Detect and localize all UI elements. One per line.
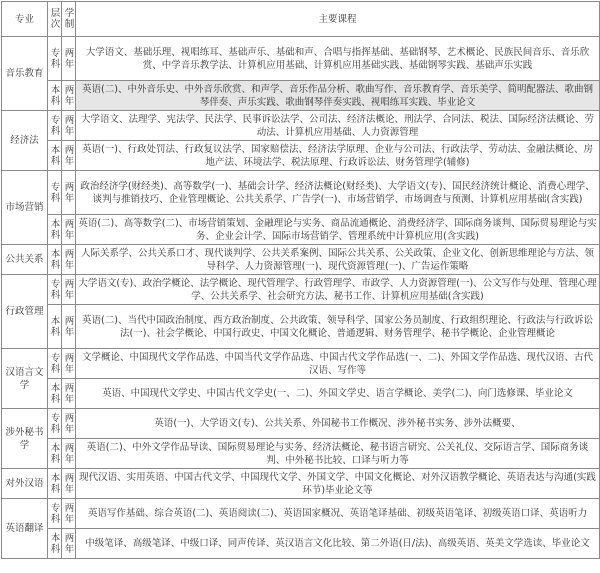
years-label: 两年	[64, 114, 75, 137]
years-label: 两年	[64, 442, 75, 465]
row-years	[62, 469, 76, 499]
row-years	[62, 379, 76, 409]
table-row	[2, 439, 600, 469]
years-label: 两年	[64, 181, 75, 204]
row-level	[48, 379, 62, 409]
row-courses: 文学概论、中国现代文学作品选、中国当代文学作品选、中国古代文学作品选(一、二)、外国文学作品选、现代汉语、古代汉语、写作等	[76, 349, 600, 379]
major-name: 汉语言文学	[2, 349, 48, 409]
table-row	[2, 81, 600, 111]
table-row	[2, 215, 600, 245]
years-label: 两年	[64, 84, 75, 107]
header-level	[48, 2, 62, 37]
row-courses: 大学语文、基础乐理、视唱练耳、基础声乐、基础和声、合唱与指挥基础、基础钢琴、艺术概论、民族民间音乐、音乐欣赏、中学音乐教学法、计算机应用基础、计算机应用基础实践、基础钢琴实践、基础声乐实践	[76, 37, 600, 81]
row-level	[48, 81, 62, 111]
row-years	[62, 111, 76, 141]
row-courses: 大学语文(专)、政治学概论、法学概论、现代管理学、行政管理学、市政学、人力资源管理(一)、公文写作与处理、管理心理学、公共关系学、社会研究方法、秘书工作、计算机应用基础(含实践)	[76, 275, 600, 305]
row-level	[48, 439, 62, 469]
level-label: 本科	[50, 532, 61, 555]
row-level	[48, 141, 62, 171]
level-label: 专科	[50, 181, 61, 204]
level-label: 专科	[50, 47, 61, 70]
row-years	[62, 81, 76, 111]
years-label: 两年	[64, 218, 75, 241]
header-years	[62, 2, 76, 37]
row-courses: 中级笔译、高级笔译、中级口译、同声传译、英汉语言文化比较、第二外语(日/法)、高级英语、英美文学选读、毕业论文	[76, 529, 600, 559]
curriculum-table	[1, 1, 600, 559]
row-level	[48, 111, 62, 141]
row-years	[62, 439, 76, 469]
major-name: 涉外秘书学	[2, 409, 48, 469]
table-row	[2, 529, 600, 559]
table-body	[2, 37, 600, 559]
row-courses: 英语写作基础、综合英语(二)、英语阅读(二)、英语国家概况、英语笔译基础、初级英语笔译、初级英语口译、英语听力	[76, 499, 600, 529]
row-level	[48, 171, 62, 215]
years-label: 两年	[64, 352, 75, 375]
years-label: 两年	[64, 532, 75, 555]
row-level	[48, 245, 62, 275]
row-courses: 现代汉语、实用英语、中国古代文学、中国现代文学、外国文学、中国文化概论、对外汉语教学概论、英语表达与沟通(实践环节)毕业论文等	[76, 469, 600, 499]
row-years	[62, 409, 76, 439]
row-years	[62, 275, 76, 305]
row-years	[62, 349, 76, 379]
level-label: 本科	[50, 472, 61, 495]
years-label: 两年	[64, 144, 75, 167]
row-level	[48, 529, 62, 559]
row-years	[62, 37, 76, 81]
level-label: 专科	[50, 502, 61, 525]
table-row	[2, 275, 600, 305]
table-row	[2, 469, 600, 499]
row-courses: 英语(二)、中外文学作品导读、国际贸易理论与实务、经济法概论、秘书语言研究、公关礼仪、交际语言学、国际商务谈判、中外秘书比较、口译与听力等	[76, 439, 600, 469]
years-label: 两年	[64, 412, 75, 435]
major-name: 对外汉语	[2, 469, 48, 499]
years-label: 两年	[64, 472, 75, 495]
major-name: 市场营销	[2, 171, 48, 245]
years-label: 两年	[64, 315, 75, 338]
header-level-label: 层次	[50, 8, 61, 30]
row-years	[62, 215, 76, 245]
level-label: 专科	[50, 278, 61, 301]
row-courses: 英语(一)、大学语文(专)、公共关系、外国秘书工作概况、涉外秘书实务、涉外法概要、	[76, 409, 600, 439]
row-level	[48, 349, 62, 379]
row-level	[48, 215, 62, 245]
table-row	[2, 499, 600, 529]
row-years	[62, 305, 76, 349]
page	[0, 1, 600, 573]
level-label: 本科	[50, 248, 61, 271]
row-years	[62, 141, 76, 171]
table-row	[2, 379, 600, 409]
major-name: 音乐教育	[2, 37, 48, 111]
row-years	[62, 499, 76, 529]
level-label: 本科	[50, 442, 61, 465]
years-label: 两年	[64, 248, 75, 271]
row-level	[48, 409, 62, 439]
row-years	[62, 171, 76, 215]
major-name: 英语翻译	[2, 499, 48, 559]
header-courses: 主要课程	[76, 2, 600, 37]
row-courses: 英语(二)、高等数学(二)、市场营销策划、金融理论与实务、商品流通概论、消费经济学、国际商务谈判、国际贸易理论与实务、企业会计学、国际市场营销学、管理系统中计算机应用(含实践)	[76, 215, 600, 245]
header-major: 专业	[2, 2, 48, 37]
level-label: 专科	[50, 352, 61, 375]
level-label: 专科	[50, 412, 61, 435]
table-row	[2, 111, 600, 141]
major-name: 公共关系	[2, 245, 48, 275]
row-level	[48, 469, 62, 499]
row-courses: 大学语文、法理学、宪法学、民法学、民事诉讼法学、公司法、经济法概论、刑法学、合同法、税法、国际经济法概论、劳动法、计算机应用基础、人力资源管理	[76, 111, 600, 141]
table-header-row	[2, 2, 600, 37]
table-row	[2, 409, 600, 439]
years-label: 两年	[64, 278, 75, 301]
table-row	[2, 349, 600, 379]
table-row	[2, 305, 600, 349]
table-row	[2, 245, 600, 275]
row-years	[62, 529, 76, 559]
level-label: 本科	[50, 382, 61, 405]
row-courses: 人际关系学、公共关系口才、现代谈判学、公共关系案例、国际公共关系、公关政策、企业文化、创新思维理论与方法、领导科学、人力资源管理(一)、现代资源管理(一)、广告运作策略	[76, 245, 600, 275]
level-label: 本科	[50, 84, 61, 107]
major-name: 经济法	[2, 111, 48, 171]
row-courses: 英语(一)、行政处罚法、行政复议法学、国家赔偿法、经济法学原理、企业与公司法、行政法学、劳动法、金融法概论、房地产法、环境法学、税法原理、行政诉讼法、财务管理学(辅修)	[76, 141, 600, 171]
row-level	[48, 37, 62, 81]
row-level	[48, 305, 62, 349]
level-label: 本科	[50, 218, 61, 241]
row-courses: 政治经济学(财经类)、高等数学(一)、基础会计学、经济法概论(财经类)、大学语文(专)、国民经济统计概论、消费心理学、谈判与推销技巧、企业管理概论、公共关系学、广告学(一)、市场营销学、市场调查与预测、计算机应用基础(含实践)	[76, 171, 600, 215]
level-label: 本科	[50, 315, 61, 338]
years-label: 两年	[64, 502, 75, 525]
row-courses: 英语、中国现代文学史、中国古代文学史(一、二)、外国文学史、语言学概论、美学(二)、向门选修课、毕业论文	[76, 379, 600, 409]
table-row	[2, 171, 600, 215]
row-level	[48, 499, 62, 529]
table-row	[2, 141, 600, 171]
row-level	[48, 275, 62, 305]
years-label: 两年	[64, 47, 75, 70]
level-label: 专科	[50, 114, 61, 137]
major-name: 行政管理	[2, 275, 48, 349]
header-years-label: 学制	[64, 8, 75, 30]
row-years	[62, 245, 76, 275]
years-label: 两年	[64, 382, 75, 405]
row-courses: 英语(二)、中外音乐史、中外音乐欣赏、和声学、音乐作品分析、歌曲写作、音乐教育学、音乐美学、简明配器法、歌曲钢琴伴奏、声乐实践、歌曲钢琴伴奏实践、视唱练耳实践、毕业论文	[76, 81, 600, 111]
row-courses: 英语(二)、当代中国政治制度、西方政治制度、公共政策、领导科学、国家公务员制度、行政组织理论、行政法与行政诉讼法(一)、社会学概论、中国行政史、中国文化概论、普通逻辑、财务管理学、秘书学概论、企业管理概论	[76, 305, 600, 349]
level-label: 本科	[50, 144, 61, 167]
table-row	[2, 37, 600, 81]
